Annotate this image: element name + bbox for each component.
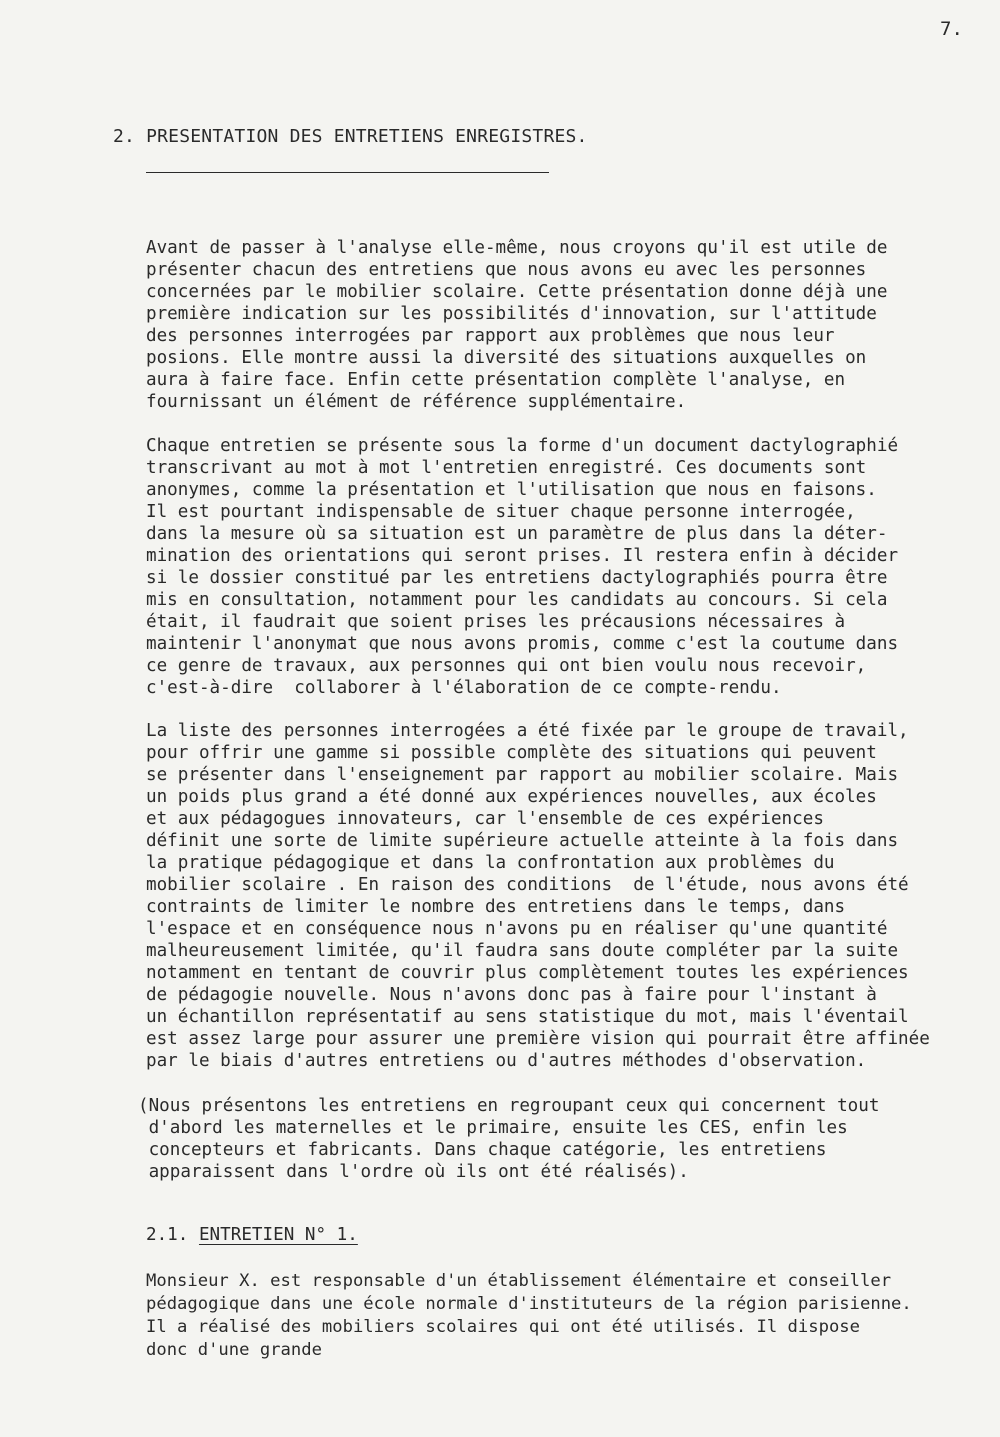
paragraph-selection: La liste des personnes interrogées a été fixée par le groupe de travail, pour offrir une gamme si possible complète des situations qui peuvent se présenter dans l'enseignement par rapport au mobilier scolaire. Mais un poids plus grand a été donné aux expériences nouvelles, aux écoles et aux pédagogues innovateurs, car l'ensemble de ces expériences définit une sorte de limite supérieure actuelle atteinte à la fois dans la pratique pédagogique et dans la confrontation aux problèmes du mobilier scolaire . En raison des conditions de l'étude, nous avons été contraints de limiter le nombre des entretiens dans le temps, dans l'espace et en conséquence nous n'avons pu en réaliser qu'une quantité malheureusement limitée, qu'il faudra sans doute compléter par la suite notamment en tentant de couvrir plus complètement toutes les expériences de pédagogie nouvelle. Nous n'avons donc pas à faire pour l'instant à un échantillon représentatif au sens statistique du mot, mais l'éventail est assez large pour assurer une première vision qui pourrait être affinée par le biais d'autres entretiens ou d'autres méthodes d'observation. <box>146 721 930 1071</box>
paragraph-documents: Chaque entretien se présente sous la forme d'un document dactylographié transcrivant au mot à mot l'entretien enregistré. Ces documents sont anonymes, comme la présentation et l'utilisation que nous en faisons. Il est pourtant indispensable de situer chaque personne interrogée, dans la mesure où sa situation est un paramètre de plus dans la déter- mination des orientations qui seront prises. Il restera enfin à décider si le dossier constitué par les entretiens dactylographiés pourra être mis en consultation, notamment pour les candidats au concours. Si cela était, il faudrait que soient prises les précausions nécessaires à maintenir l'anonymat que nous avons promis, comme c'est la coutume dans ce genre de travaux, aux personnes qui ont bien voulu nous recevoir, c'est-à-dire collaborer à l'élaboration de ce compte-rendu. <box>146 436 899 698</box>
subsection-heading <box>146 1225 358 1245</box>
paragraph-ordering-note: (Nous présentons les entretiens en regroupant ceux qui concernent tout d'abord les maternelles et le primaire, ensuite les CES, enfin les concepteurs et fabricants. Dans chaque catégorie, les entretiens apparaissent dans l'ordre où ils ont été réalisés). <box>138 1096 880 1182</box>
subsection-number: 2.1. <box>146 1225 199 1245</box>
page-number: 7. <box>940 18 963 40</box>
section-heading: 2. PRESENTATION DES ENTRETIENS ENREGISTRES. <box>113 126 588 147</box>
paragraph-interview-1: Monsieur X. est responsable d'un établissement élémentaire et conseiller pédagogique dans une école normale d'instituteurs de la région parisienne. Il a réalisé des mobiliers scolaires qui ont été utilisés. Il dispose donc d'une grande <box>146 1271 912 1360</box>
paragraph-intro: Avant de passer à l'analyse elle-même, nous croyons qu'il est utile de présenter chacun des entretiens que nous avons eu avec les personnes concernées par le mobilier scolaire. Cette présentation donne déjà une première indication sur les possibilités d'innovation, sur l'attitude des personnes interrogées par rapport aux problèmes que nous leur posions. Elle montre aussi la diversité des situations auxquelles on aura à faire face. Enfin cette présentation complète l'analyse, en fournissant un élément de référence supplémentaire. <box>146 238 888 412</box>
heading-underline <box>146 172 549 173</box>
subsection-title: ENTRETIEN N° 1. <box>198 1225 358 1245</box>
